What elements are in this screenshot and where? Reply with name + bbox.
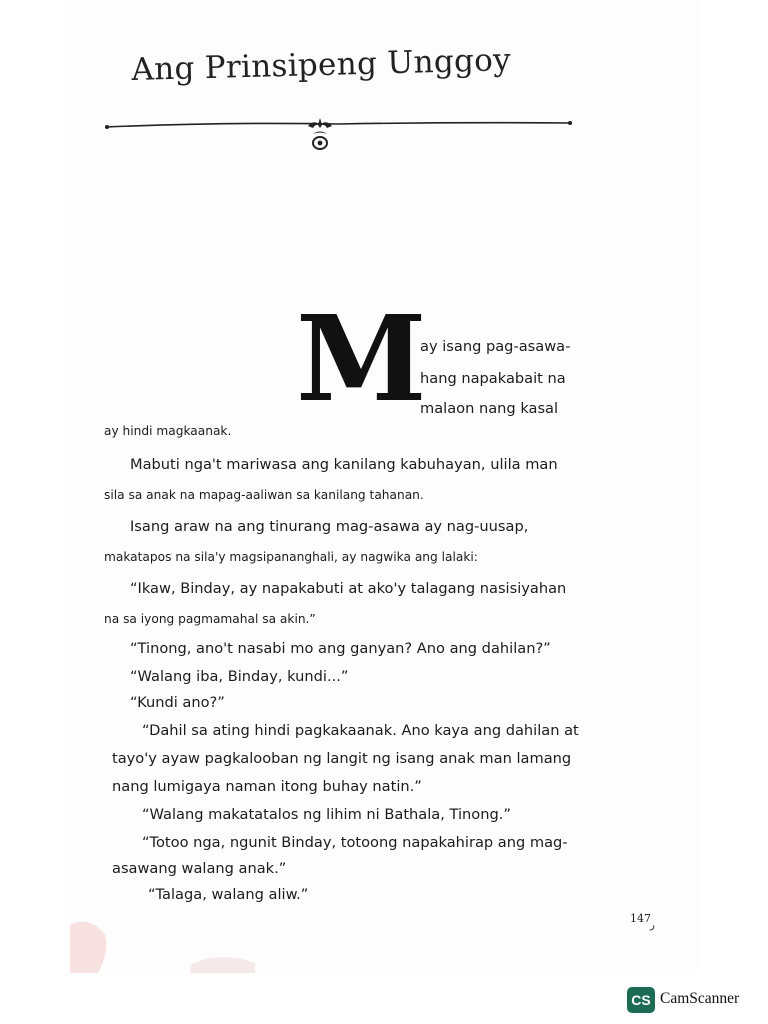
- text-line: na sa iyong pagmamahal sa akin.”: [104, 612, 316, 626]
- text-line: ay hindi magkaanak.: [104, 424, 232, 438]
- text-line: hang napakabait na: [420, 370, 566, 387]
- text-line: “Talaga, walang aliw.”: [148, 886, 309, 903]
- fleuron-icon: [308, 118, 332, 149]
- text-line: nang lumigaya naman itong buhay natin.”: [112, 778, 422, 795]
- ornamental-divider: [104, 116, 574, 156]
- text-line: “Walang iba, Binday, kundi...”: [130, 668, 349, 685]
- text-line: “Tinong, ano't nasabi mo ang ganyan? Ano ang dahilan?”: [130, 640, 551, 657]
- page-number: 147: [630, 912, 651, 925]
- text-line: “Dahil sa ating hindi pagkakaanak. Ano kaya ang dahilan at: [142, 722, 579, 739]
- text-line: tayo'y ayaw pagkalooban ng langit ng isang anak man lamang: [112, 750, 572, 767]
- text-line: makatapos na sila'y magsipananghali, ay nagwika ang lalaki:: [104, 550, 478, 564]
- text-line: “Ikaw, Binday, ay napakabuti at ako'y talagang nasisiyahan: [130, 580, 567, 597]
- text-line: “Walang makatatalos ng lihim ni Bathala, Tinong.”: [142, 806, 511, 823]
- text-line: Mabuti nga't mariwasa ang kanilang kabuhayan, ulila man: [130, 456, 558, 473]
- chapter-title: Ang Prinsipeng Unggoy: [131, 42, 512, 88]
- text-line: ay isang pag-asawa-: [420, 338, 571, 355]
- page-ornament: ر‍: [650, 920, 655, 931]
- drop-cap: M: [296, 289, 427, 428]
- text-line: asawang walang anak.”: [112, 860, 287, 877]
- camscanner-watermark: CamScanner: [660, 990, 740, 1007]
- text-line: “Kundi ano?”: [130, 694, 225, 711]
- text-line: Isang araw na ang tinurang mag-asawa ay nag-uusap,: [130, 518, 529, 535]
- text-line: sila sa anak na mapag-aaliwan sa kanilang tahanan.: [104, 488, 424, 502]
- text-line: malaon nang kasal: [420, 400, 559, 417]
- camscanner-logo: CS: [627, 987, 655, 1013]
- text-line: “Totoo nga, ngunit Binday, totoong napakahirap ang mag-: [142, 834, 568, 851]
- corner-stain: [70, 915, 260, 973]
